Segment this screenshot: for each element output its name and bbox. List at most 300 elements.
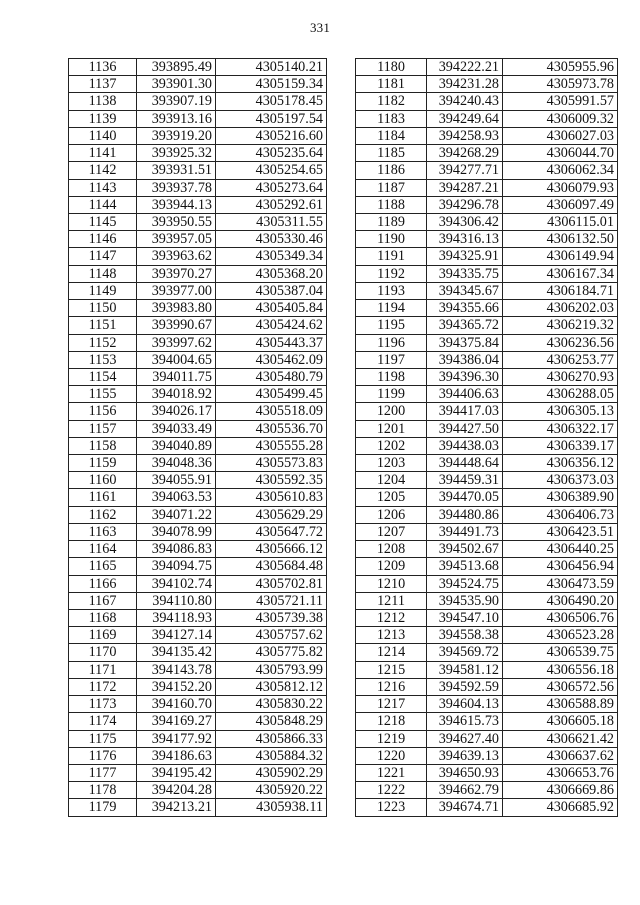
point-number-cell: 1213	[356, 627, 427, 644]
x-coordinate-cell: 394204.28	[137, 782, 216, 799]
x-coordinate-cell: 394213.21	[137, 799, 216, 816]
y-coordinate-cell: 4306236.56	[503, 334, 618, 351]
coordinates-table-right	[355, 58, 618, 817]
x-coordinate-cell: 394581.12	[427, 661, 503, 678]
point-number-cell: 1220	[356, 747, 427, 764]
point-number-cell: 1187	[356, 179, 427, 196]
table-row	[69, 265, 327, 282]
point-number-cell: 1137	[69, 76, 137, 93]
y-coordinate-cell: 4306305.13	[503, 403, 618, 420]
x-coordinate-cell: 393970.27	[137, 265, 216, 282]
point-number-cell: 1214	[356, 644, 427, 661]
y-coordinate-cell: 4305955.96	[503, 59, 618, 76]
y-coordinate-cell: 4305629.29	[216, 506, 327, 523]
x-coordinate-cell: 394650.93	[427, 764, 503, 781]
x-coordinate-cell: 394135.42	[137, 644, 216, 661]
table-row	[69, 730, 327, 747]
x-coordinate-cell: 394547.10	[427, 610, 503, 627]
x-coordinate-cell: 394143.78	[137, 661, 216, 678]
table-row	[356, 661, 618, 678]
y-coordinate-cell: 4306473.59	[503, 575, 618, 592]
y-coordinate-cell: 4306373.03	[503, 472, 618, 489]
table-row	[356, 644, 618, 661]
x-coordinate-cell: 394375.84	[427, 334, 503, 351]
y-coordinate-cell: 4305424.62	[216, 317, 327, 334]
point-number-cell: 1202	[356, 437, 427, 454]
x-coordinate-cell: 394169.27	[137, 713, 216, 730]
x-coordinate-cell: 393895.49	[137, 59, 216, 76]
x-coordinate-cell: 394040.89	[137, 437, 216, 454]
x-coordinate-cell: 394325.91	[427, 248, 503, 265]
y-coordinate-cell: 4305480.79	[216, 368, 327, 385]
x-coordinate-cell: 394086.83	[137, 541, 216, 558]
point-number-cell: 1163	[69, 523, 137, 540]
point-number-cell: 1156	[69, 403, 137, 420]
table-row	[69, 368, 327, 385]
point-number-cell: 1149	[69, 282, 137, 299]
point-number-cell: 1150	[69, 300, 137, 317]
y-coordinate-cell: 4305610.83	[216, 489, 327, 506]
y-coordinate-cell: 4305647.72	[216, 523, 327, 540]
x-coordinate-cell: 394417.03	[427, 403, 503, 420]
y-coordinate-cell: 4305973.78	[503, 76, 618, 93]
point-number-cell: 1169	[69, 627, 137, 644]
table-row	[356, 575, 618, 592]
point-number-cell: 1168	[69, 610, 137, 627]
x-coordinate-cell: 394287.21	[427, 179, 503, 196]
point-number-cell: 1182	[356, 93, 427, 110]
x-coordinate-cell: 393983.80	[137, 300, 216, 317]
table-row	[69, 541, 327, 558]
y-coordinate-cell: 4306490.20	[503, 592, 618, 609]
x-coordinate-cell: 394558.38	[427, 627, 503, 644]
x-coordinate-cell: 394480.86	[427, 506, 503, 523]
point-number-cell: 1147	[69, 248, 137, 265]
point-number-cell: 1190	[356, 231, 427, 248]
point-number-cell: 1142	[69, 162, 137, 179]
x-coordinate-cell: 393919.20	[137, 127, 216, 144]
table-row	[69, 799, 327, 816]
y-coordinate-cell: 4306621.42	[503, 730, 618, 747]
y-coordinate-cell: 4305573.83	[216, 455, 327, 472]
x-coordinate-cell: 393944.13	[137, 196, 216, 213]
table-row	[356, 317, 618, 334]
x-coordinate-cell: 394127.14	[137, 627, 216, 644]
table-row	[69, 782, 327, 799]
point-number-cell: 1141	[69, 145, 137, 162]
point-number-cell: 1206	[356, 506, 427, 523]
x-coordinate-cell: 394535.90	[427, 592, 503, 609]
table-row	[69, 403, 327, 420]
x-coordinate-cell: 394048.36	[137, 455, 216, 472]
table-row	[69, 334, 327, 351]
x-coordinate-cell: 394078.99	[137, 523, 216, 540]
x-coordinate-cell: 394231.28	[427, 76, 503, 93]
table-row	[356, 472, 618, 489]
y-coordinate-cell: 4305684.48	[216, 558, 327, 575]
table-row	[69, 575, 327, 592]
table-row	[356, 730, 618, 747]
table-row	[69, 523, 327, 540]
x-coordinate-cell: 393950.55	[137, 213, 216, 230]
table-row	[356, 627, 618, 644]
point-number-cell: 1208	[356, 541, 427, 558]
table-row	[69, 747, 327, 764]
x-coordinate-cell: 394345.67	[427, 282, 503, 299]
table-row	[69, 437, 327, 454]
y-coordinate-cell: 4305254.65	[216, 162, 327, 179]
x-coordinate-cell: 394491.73	[427, 523, 503, 540]
table-row	[69, 489, 327, 506]
point-number-cell: 1184	[356, 127, 427, 144]
point-number-cell: 1161	[69, 489, 137, 506]
y-coordinate-cell: 4306270.93	[503, 368, 618, 385]
x-coordinate-cell: 393931.51	[137, 162, 216, 179]
y-coordinate-cell: 4305518.09	[216, 403, 327, 420]
point-number-cell: 1210	[356, 575, 427, 592]
table-row	[69, 162, 327, 179]
y-coordinate-cell: 4306356.12	[503, 455, 618, 472]
point-number-cell: 1211	[356, 592, 427, 609]
point-number-cell: 1162	[69, 506, 137, 523]
point-number-cell: 1189	[356, 213, 427, 230]
point-number-cell: 1136	[69, 59, 137, 76]
point-number-cell: 1159	[69, 455, 137, 472]
y-coordinate-cell: 4305499.45	[216, 386, 327, 403]
y-coordinate-cell: 4306556.18	[503, 661, 618, 678]
table-row	[69, 179, 327, 196]
table-row	[356, 368, 618, 385]
table-row	[356, 558, 618, 575]
x-coordinate-cell: 394662.79	[427, 782, 503, 799]
table-row	[356, 764, 618, 781]
y-coordinate-cell: 4305991.57	[503, 93, 618, 110]
point-number-cell: 1205	[356, 489, 427, 506]
y-coordinate-cell: 4306219.32	[503, 317, 618, 334]
table-row	[356, 386, 618, 403]
y-coordinate-cell: 4306669.86	[503, 782, 618, 799]
point-number-cell: 1201	[356, 420, 427, 437]
point-number-cell: 1157	[69, 420, 137, 437]
table-row	[356, 455, 618, 472]
point-number-cell: 1174	[69, 713, 137, 730]
x-coordinate-cell: 394639.13	[427, 747, 503, 764]
y-coordinate-cell: 4305666.12	[216, 541, 327, 558]
y-coordinate-cell: 4306184.71	[503, 282, 618, 299]
table-row	[356, 592, 618, 609]
y-coordinate-cell: 4305848.29	[216, 713, 327, 730]
y-coordinate-cell: 4306079.93	[503, 179, 618, 196]
y-coordinate-cell: 4305140.21	[216, 59, 327, 76]
point-number-cell: 1152	[69, 334, 137, 351]
point-number-cell: 1139	[69, 110, 137, 127]
x-coordinate-cell: 394195.42	[137, 764, 216, 781]
table-row	[69, 110, 327, 127]
table-row	[356, 213, 618, 230]
point-number-cell: 1166	[69, 575, 137, 592]
table-row	[356, 678, 618, 695]
x-coordinate-cell: 394110.80	[137, 592, 216, 609]
y-coordinate-cell: 4305830.22	[216, 696, 327, 713]
page-number: 331	[309, 20, 331, 35]
x-coordinate-cell: 394604.13	[427, 696, 503, 713]
point-number-cell: 1171	[69, 661, 137, 678]
table-row	[69, 76, 327, 93]
x-coordinate-cell: 394026.17	[137, 403, 216, 420]
point-number-cell: 1194	[356, 300, 427, 317]
point-number-cell: 1175	[69, 730, 137, 747]
x-coordinate-cell: 393925.32	[137, 145, 216, 162]
x-coordinate-cell: 394592.59	[427, 678, 503, 695]
point-number-cell: 1191	[356, 248, 427, 265]
y-coordinate-cell: 4306539.75	[503, 644, 618, 661]
y-coordinate-cell: 4306406.73	[503, 506, 618, 523]
y-coordinate-cell: 4306506.76	[503, 610, 618, 627]
y-coordinate-cell: 4306572.56	[503, 678, 618, 695]
point-number-cell: 1180	[356, 59, 427, 76]
x-coordinate-cell: 393990.67	[137, 317, 216, 334]
y-coordinate-cell: 4306588.89	[503, 696, 618, 713]
y-coordinate-cell: 4305721.11	[216, 592, 327, 609]
y-coordinate-cell: 4306253.77	[503, 351, 618, 368]
point-number-cell: 1179	[69, 799, 137, 816]
table-row	[356, 127, 618, 144]
table-row	[69, 420, 327, 437]
y-coordinate-cell: 4305368.20	[216, 265, 327, 282]
table-row	[69, 627, 327, 644]
x-coordinate-cell: 394470.05	[427, 489, 503, 506]
table-row	[356, 403, 618, 420]
point-number-cell: 1183	[356, 110, 427, 127]
y-coordinate-cell: 4305536.70	[216, 420, 327, 437]
x-coordinate-cell: 393901.30	[137, 76, 216, 93]
y-coordinate-cell: 4306389.90	[503, 489, 618, 506]
table-row	[356, 747, 618, 764]
point-number-cell: 1185	[356, 145, 427, 162]
point-number-cell: 1215	[356, 661, 427, 678]
y-coordinate-cell: 4306062.34	[503, 162, 618, 179]
y-coordinate-cell: 4306097.49	[503, 196, 618, 213]
x-coordinate-cell: 394355.66	[427, 300, 503, 317]
point-number-cell: 1155	[69, 386, 137, 403]
y-coordinate-cell: 4305592.35	[216, 472, 327, 489]
table-row	[356, 334, 618, 351]
x-coordinate-cell: 394296.78	[427, 196, 503, 213]
point-number-cell: 1177	[69, 764, 137, 781]
table-row	[356, 782, 618, 799]
point-number-cell: 1158	[69, 437, 137, 454]
point-number-cell: 1216	[356, 678, 427, 695]
y-coordinate-cell: 4305702.81	[216, 575, 327, 592]
x-coordinate-cell: 394268.29	[427, 145, 503, 162]
point-number-cell: 1164	[69, 541, 137, 558]
table-row	[356, 541, 618, 558]
x-coordinate-cell: 394524.75	[427, 575, 503, 592]
point-number-cell: 1170	[69, 644, 137, 661]
table-row	[356, 696, 618, 713]
y-coordinate-cell: 4306423.51	[503, 523, 618, 540]
x-coordinate-cell: 393913.16	[137, 110, 216, 127]
point-number-cell: 1145	[69, 213, 137, 230]
x-coordinate-cell: 394177.92	[137, 730, 216, 747]
table-row	[69, 696, 327, 713]
x-coordinate-cell: 394186.63	[137, 747, 216, 764]
point-number-cell: 1200	[356, 403, 427, 420]
y-coordinate-cell: 4306202.03	[503, 300, 618, 317]
y-coordinate-cell: 4305884.32	[216, 747, 327, 764]
table-row	[356, 523, 618, 540]
table-row	[356, 162, 618, 179]
x-coordinate-cell: 393977.00	[137, 282, 216, 299]
y-coordinate-cell: 4306044.70	[503, 145, 618, 162]
table-row	[356, 610, 618, 627]
table-row	[69, 213, 327, 230]
y-coordinate-cell: 4305349.34	[216, 248, 327, 265]
y-coordinate-cell: 4305197.54	[216, 110, 327, 127]
y-coordinate-cell: 4305216.60	[216, 127, 327, 144]
point-number-cell: 1151	[69, 317, 137, 334]
table-row	[69, 455, 327, 472]
x-coordinate-cell: 393963.62	[137, 248, 216, 265]
x-coordinate-cell: 394448.64	[427, 455, 503, 472]
x-coordinate-cell: 394306.42	[427, 213, 503, 230]
x-coordinate-cell: 394160.70	[137, 696, 216, 713]
point-number-cell: 1223	[356, 799, 427, 816]
y-coordinate-cell: 4305443.37	[216, 334, 327, 351]
y-coordinate-cell: 4305812.12	[216, 678, 327, 695]
table-row	[356, 196, 618, 213]
table-row	[69, 351, 327, 368]
point-number-cell: 1138	[69, 93, 137, 110]
y-coordinate-cell: 4306149.94	[503, 248, 618, 265]
x-coordinate-cell: 394406.63	[427, 386, 503, 403]
y-coordinate-cell: 4305938.11	[216, 799, 327, 816]
table-row	[69, 59, 327, 76]
x-coordinate-cell: 393957.05	[137, 231, 216, 248]
y-coordinate-cell: 4306653.76	[503, 764, 618, 781]
table-row	[356, 248, 618, 265]
table-row	[69, 317, 327, 334]
table-row	[69, 386, 327, 403]
point-number-cell: 1165	[69, 558, 137, 575]
table-row	[69, 231, 327, 248]
table-row	[69, 93, 327, 110]
x-coordinate-cell: 394018.92	[137, 386, 216, 403]
y-coordinate-cell: 4306637.62	[503, 747, 618, 764]
x-coordinate-cell: 394094.75	[137, 558, 216, 575]
y-coordinate-cell: 4305292.61	[216, 196, 327, 213]
point-number-cell: 1167	[69, 592, 137, 609]
table-row	[356, 713, 618, 730]
y-coordinate-cell: 4306339.17	[503, 437, 618, 454]
y-coordinate-cell: 4306115.01	[503, 213, 618, 230]
y-coordinate-cell: 4305555.28	[216, 437, 327, 454]
x-coordinate-cell: 394386.04	[427, 351, 503, 368]
y-coordinate-cell: 4305405.84	[216, 300, 327, 317]
y-coordinate-cell: 4306322.17	[503, 420, 618, 437]
point-number-cell: 1160	[69, 472, 137, 489]
point-number-cell: 1181	[356, 76, 427, 93]
point-number-cell: 1176	[69, 747, 137, 764]
point-number-cell: 1178	[69, 782, 137, 799]
y-coordinate-cell: 4305739.38	[216, 610, 327, 627]
point-number-cell: 1197	[356, 351, 427, 368]
table-row	[356, 351, 618, 368]
table-row	[69, 196, 327, 213]
table-row	[356, 489, 618, 506]
point-number-cell: 1186	[356, 162, 427, 179]
y-coordinate-cell: 4305920.22	[216, 782, 327, 799]
table-row	[69, 592, 327, 609]
y-coordinate-cell: 4306167.34	[503, 265, 618, 282]
coordinates-table-left	[68, 58, 327, 817]
y-coordinate-cell: 4305273.64	[216, 179, 327, 196]
table-row	[356, 179, 618, 196]
point-number-cell: 1203	[356, 455, 427, 472]
table-row	[356, 231, 618, 248]
x-coordinate-cell: 394396.30	[427, 368, 503, 385]
x-coordinate-cell: 394427.50	[427, 420, 503, 437]
point-number-cell: 1154	[69, 368, 137, 385]
table-row	[69, 472, 327, 489]
x-coordinate-cell: 393937.78	[137, 179, 216, 196]
point-number-cell: 1193	[356, 282, 427, 299]
point-number-cell: 1144	[69, 196, 137, 213]
point-number-cell: 1212	[356, 610, 427, 627]
y-coordinate-cell: 4306523.28	[503, 627, 618, 644]
table-row	[356, 799, 618, 816]
y-coordinate-cell: 4306132.50	[503, 231, 618, 248]
table-row	[69, 558, 327, 575]
point-number-cell: 1222	[356, 782, 427, 799]
x-coordinate-cell: 394674.71	[427, 799, 503, 816]
point-number-cell: 1153	[69, 351, 137, 368]
y-coordinate-cell: 4305311.55	[216, 213, 327, 230]
y-coordinate-cell: 4306440.25	[503, 541, 618, 558]
y-coordinate-cell: 4306685.92	[503, 799, 618, 816]
point-number-cell: 1209	[356, 558, 427, 575]
x-coordinate-cell: 393997.62	[137, 334, 216, 351]
y-coordinate-cell: 4306456.94	[503, 558, 618, 575]
y-coordinate-cell: 4306605.18	[503, 713, 618, 730]
x-coordinate-cell: 394258.93	[427, 127, 503, 144]
table-row	[356, 506, 618, 523]
x-coordinate-cell: 394240.43	[427, 93, 503, 110]
point-number-cell: 1195	[356, 317, 427, 334]
y-coordinate-cell: 4305902.29	[216, 764, 327, 781]
table-row	[69, 300, 327, 317]
y-coordinate-cell: 4306288.05	[503, 386, 618, 403]
table-row	[356, 437, 618, 454]
point-number-cell: 1148	[69, 265, 137, 282]
x-coordinate-cell: 394615.73	[427, 713, 503, 730]
x-coordinate-cell: 394249.64	[427, 110, 503, 127]
y-coordinate-cell: 4305330.46	[216, 231, 327, 248]
table-row	[69, 661, 327, 678]
point-number-cell: 1218	[356, 713, 427, 730]
point-number-cell: 1143	[69, 179, 137, 196]
x-coordinate-cell: 394071.22	[137, 506, 216, 523]
point-number-cell: 1146	[69, 231, 137, 248]
point-number-cell: 1221	[356, 764, 427, 781]
x-coordinate-cell: 394063.53	[137, 489, 216, 506]
point-number-cell: 1219	[356, 730, 427, 747]
table-row	[69, 506, 327, 523]
table-row	[356, 300, 618, 317]
x-coordinate-cell: 394335.75	[427, 265, 503, 282]
y-coordinate-cell: 4305387.04	[216, 282, 327, 299]
table-row	[356, 110, 618, 127]
